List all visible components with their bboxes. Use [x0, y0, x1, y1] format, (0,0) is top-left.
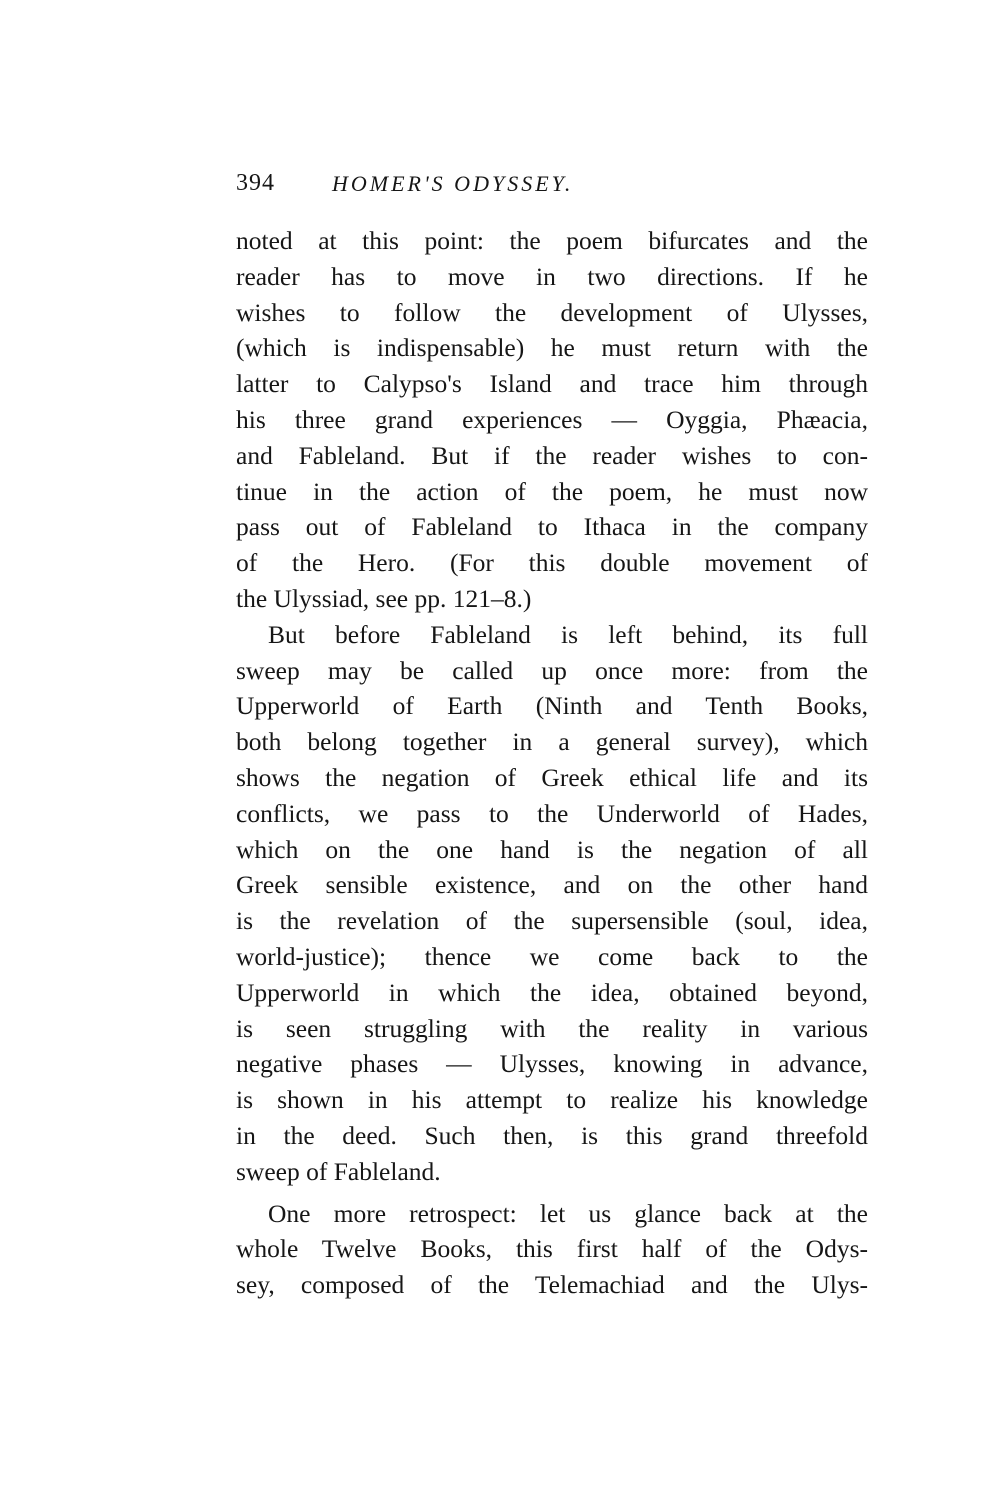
paragraph-3	[236, 1196, 868, 1303]
page-number: 394	[236, 170, 275, 196]
page-header	[236, 170, 868, 204]
text-line: is the revelation of the supersensible (soul, idea,	[236, 906, 868, 936]
text-line: is shown in his attempt to realize his knowledge	[236, 1085, 868, 1115]
text-line: latter to Calypso's Island and trace him through	[236, 369, 868, 399]
text-line: both belong together in a general survey), which	[236, 727, 868, 757]
text-line: Upperworld of Earth (Ninth and Tenth Books,	[236, 691, 868, 721]
text-line: which on the one hand is the negation of all	[236, 834, 868, 864]
text-line: is seen struggling with the reality in various	[236, 1013, 868, 1043]
text-line: world-justice); thence we come back to the	[236, 941, 868, 971]
text-line: shows the negation of Greek ethical life and its	[236, 762, 868, 792]
text-line: reader has to move in two directions. If he	[236, 261, 868, 291]
text-line: (which is indispensable) he must return with the	[236, 333, 868, 363]
text-line: Greek sensible existence, and on the other hand	[236, 870, 868, 900]
text-line: the Ulyssiad, see pp. 121–8.)	[236, 583, 532, 613]
text-line: pass out of Fableland to Ithaca in the company	[236, 512, 868, 542]
body-text	[236, 223, 868, 1303]
text-line: noted at this point: the poem bifurcates and the	[236, 226, 868, 255]
paragraph-2	[236, 617, 868, 1190]
text-line: One more retrospect: let us glance back at the	[268, 1198, 868, 1228]
text-line: conflicts, we pass to the Underworld of Hades,	[236, 798, 868, 828]
text-line: tinue in the action of the poem, he must now	[236, 476, 868, 506]
text-line: and Fableland. But if the reader wishes to con-	[236, 440, 868, 470]
text-line: sey, composed of the Telemachiad and the Ulys-	[236, 1270, 868, 1300]
text-line: Upperworld in which the idea, obtained beyond,	[236, 977, 868, 1007]
text-line: sweep of Fableland.	[236, 1156, 441, 1186]
text-line: of the Hero. (For this double movement of	[236, 548, 868, 578]
text-line: wishes to follow the development of Ulysses,	[236, 297, 868, 327]
text-line: his three grand experiences — Oyggia, Phæacia,	[236, 404, 868, 434]
text-line: whole Twelve Books, this first half of the Odys-	[236, 1234, 868, 1264]
running-head: HOMER'S ODYSSEY.	[332, 171, 574, 196]
text-line: negative phases — Ulysses, knowing in advance,	[236, 1049, 868, 1079]
paragraph-1	[236, 223, 868, 617]
text-line: But before Fableland is left behind, its full	[268, 619, 868, 649]
text-line: in the deed. Such then, is this grand threefold	[236, 1120, 868, 1150]
text-line: sweep may be called up once more: from the	[236, 655, 868, 685]
